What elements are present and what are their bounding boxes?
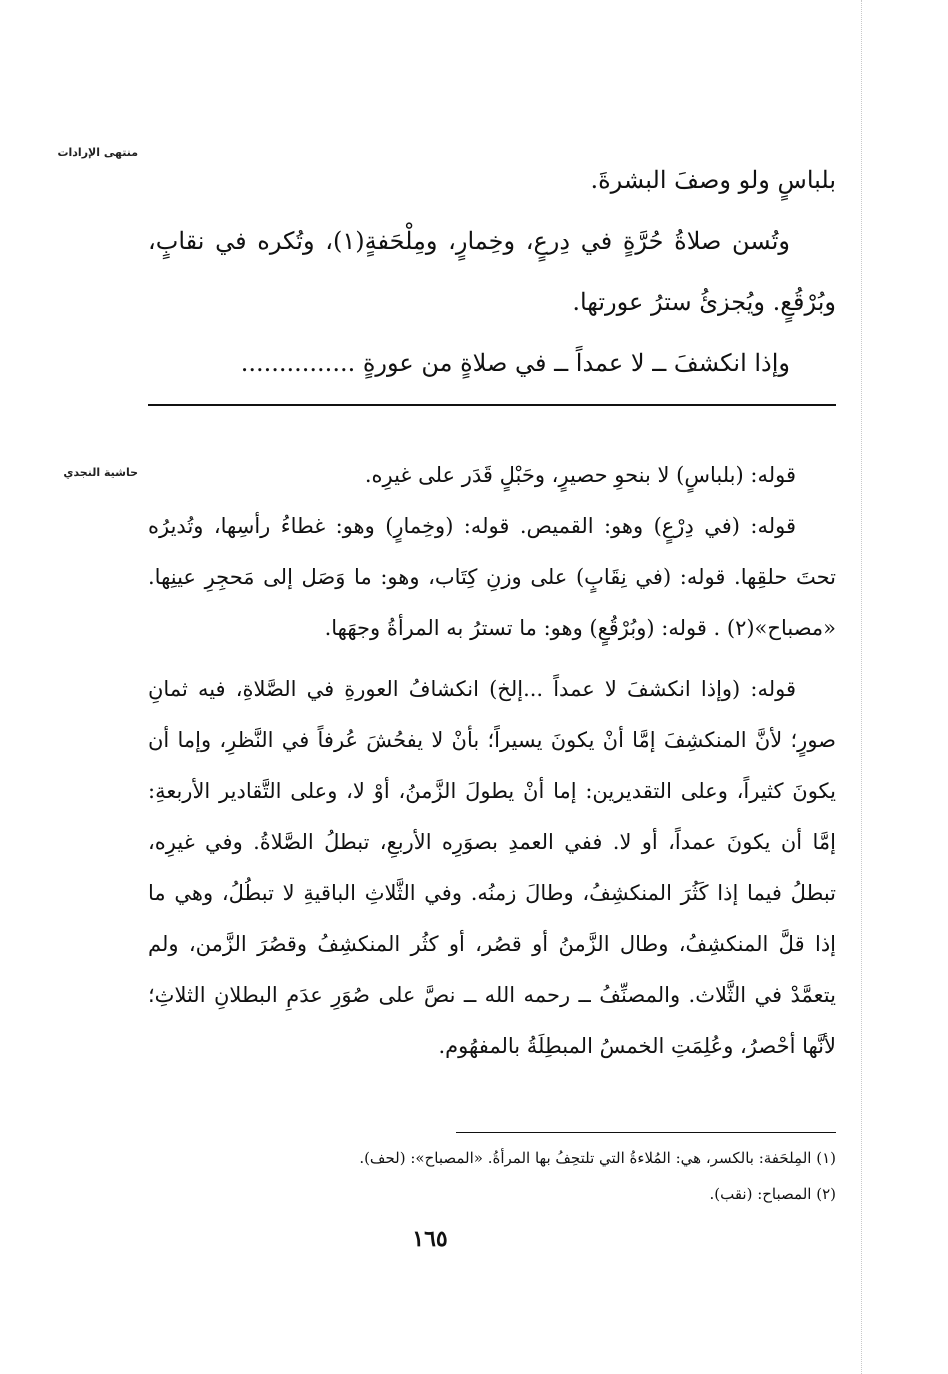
section-divider	[148, 404, 836, 406]
matn-text	[148, 150, 836, 394]
page-number: ١٦٥	[412, 1226, 448, 1252]
sharh-paragraph-3: قوله: (وإذا انكشفَ لا عمداً ...إلخ) انكشافُ العورةِ في الصَّلاةِ، فيه ثمانِ صورٍ؛ لأنَّ المنكشِفَ إمَّا أنْ يكونَ يسيراً؛ بأنْ لا يفحُشَ عُرفاً في النَّظرِ، وإما أن يكونَ كثيراً، وعلى التقديرين: إما أنْ يطولَ الزَّمنُ، أوْ لا، وعلى التَّقادير الأربعةِ: إمَّا أن يكونَ عمداً، أو لا. ففي العمدِ بصوَرِه الأربعِ، تبطلُ الصَّلاةُ. وفي غيرِه، تبطلُ فيما إذا كَثُرَ المنكشِفُ، وطالَ زمنُه. وفي الثَّلاثِ الباقيةِ لا تبطُلُ، وهي ما إذا قلَّ المنكشِفُ، وطال الزَّمنُ أو قصُر، أو كثُر المنكشِفُ وقصُرَ الزَّمن، ولم يتعمَّدْ في الثَّلاث. والمصنِّفُ ــ رحمه الله ــ نصَّ على صُوَرِ عدَمِ البطلانِ الثلاثِ؛ لأنَّها أحْصرُ، وعُلِمَتِ الخمسُ المبطِلَةُ بالمفهُوم.	[148, 677, 836, 1058]
matn-line-1: بلباسٍ ولو وصفَ البشرةَ.	[590, 166, 836, 194]
side-label-matn-title: منتهى الإرادات	[57, 146, 138, 159]
footnote-2: (٢) المصباح: (نقب).	[709, 1185, 836, 1203]
footnote-divider	[456, 1132, 836, 1133]
matn-paragraph-3: وإذا انكشفَ ــ لا عمداً ــ في صلاةٍ من عورةٍ ...............	[240, 349, 790, 377]
footnote-1: (١) المِلحَفة: بالكسر، هي: المُلاءةُ التي تلتحِفُ بها المرأةُ. «المصباح»: (لحف).	[359, 1149, 836, 1167]
footnotes	[148, 1140, 836, 1212]
margin-dotted-line	[861, 0, 862, 1374]
matn-paragraph-2: وتُسن صلاةُ حُرَّةٍ في دِرعٍ، وخِمارٍ، ومِلْحَفةٍ(١)، وتُكره في نقابٍ، وبُرْقُعٍ. ويُجزئُ سترُ عورتها.	[148, 227, 836, 316]
sharh-text	[148, 450, 836, 1072]
side-label-hashiya-title: حاشية النجدي	[63, 466, 138, 479]
sharh-paragraph-2: قوله: (في دِرْعٍ) وهو: القميص. قوله: (وخِمارٍ) وهو: غطاءُ رأسِها، وتُديرُه تحتَ حلقِها. قوله: (في نِقَابٍ) على وزنِ كِتَاب، وهو: ما وَصَل إلى مَحجِرِ عينِها. «مصباح»(٢) . قوله: (وبُرْقُعٍ) وهو: ما تسترُ به المرأةُ وجهَها.	[148, 514, 836, 640]
sharh-paragraph-1: قوله: (بلباسٍ) لا بنحوِ حصيرٍ، وحَبْلٍ قَدَر على غيرِه.	[364, 463, 796, 487]
